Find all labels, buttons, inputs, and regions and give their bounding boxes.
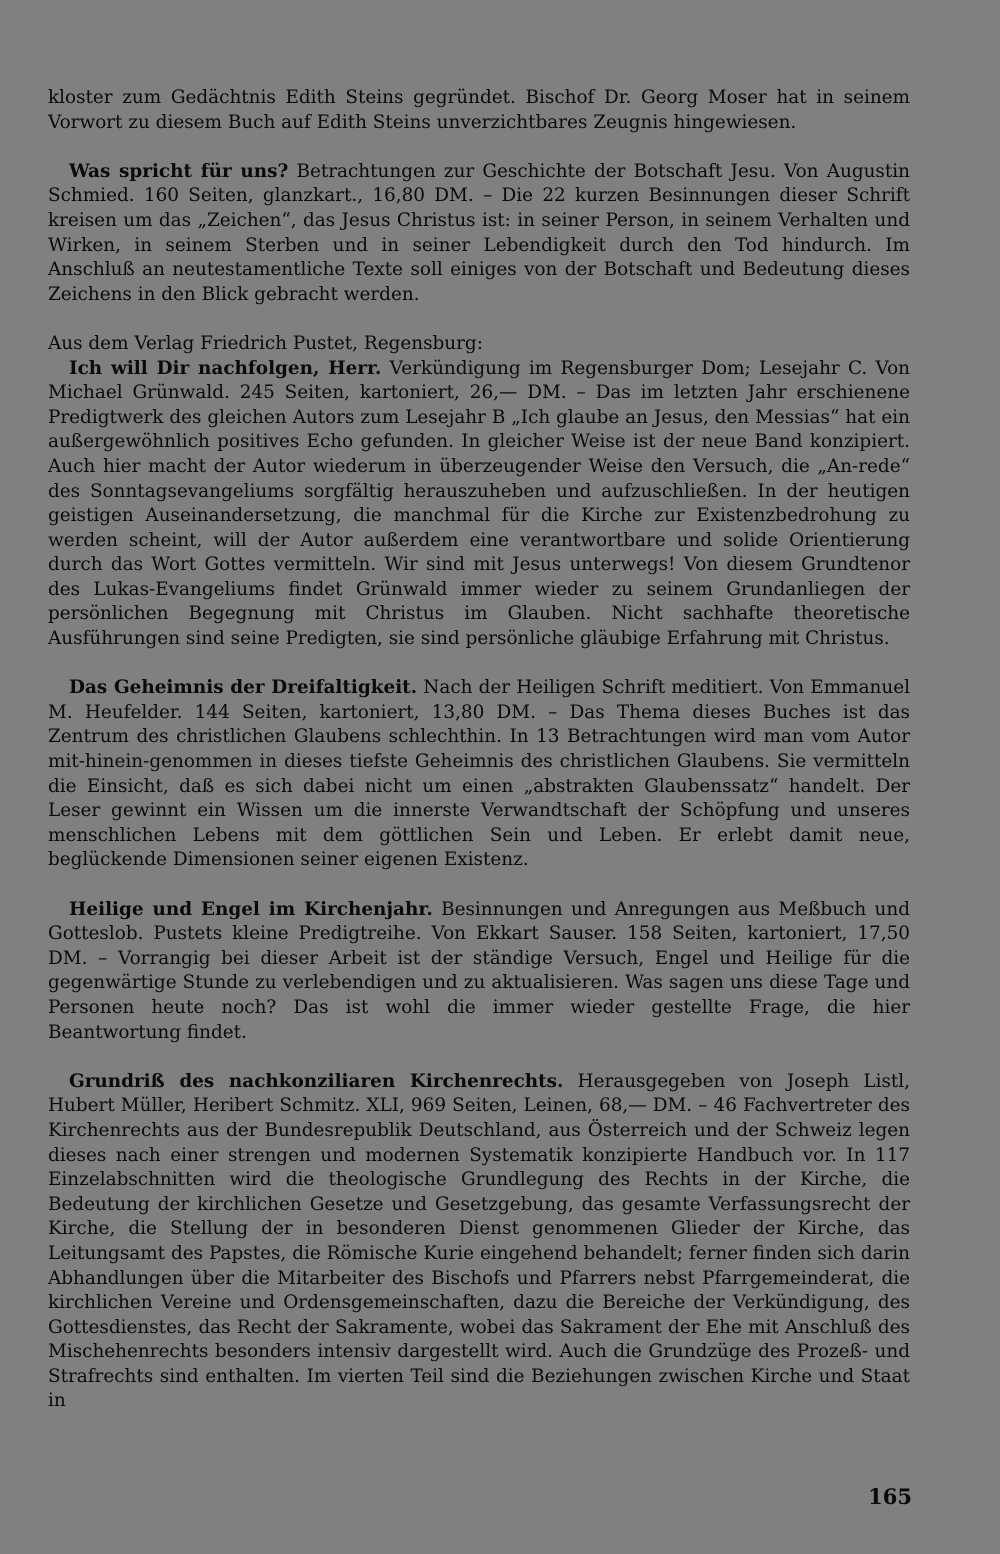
page-body xyxy=(48,86,910,1414)
entry-title: Ich will Dir nachfolgen, Herr. xyxy=(69,357,382,379)
entry-text: Besinnungen und Anregungen aus Meßbuch und Gotteslob. Pustets kleine Predigtreihe. Von Ekkart Sauser. 158 Seiten, kartoniert, 17,50 DM. – Vorrangig bei dieser Arbeit ist der ständige Versuch, Engel und Heilige für die gegenwärtige Stunde zu verlebendigen und zu aktualisieren. Was sagen uns diese Tage und Personen heute noch? Das ist wohl die immer wieder gestellte Frage, die hier Beantwortung findet. xyxy=(48,898,910,1043)
entry-was-spricht-fuer-uns xyxy=(48,160,910,308)
entry-geheimnis-der-dreifaltigkeit xyxy=(48,676,910,873)
publisher-text: Aus dem Verlag Friedrich Pustet, Regensburg: xyxy=(48,332,483,354)
entry-text: Verkündigung im Regensburger Dom; Lesejahr C. Von Michael Grünwald. 245 Seiten, kartoniert, 26,— DM. – Das im letzten Jahr erschienene Predigtwerk des gleichen Autors zum Lesejahr B „Ich glaube an Jesus, den Messias“ hat ein außergewöhnlich positives Echo gefunden. In gleicher Weise ist der neue Band konzipiert. Auch hier macht der Autor wiederum in überzeugender Weise den Versuch, die „An-rede“ des Sonntagsevangeliums sorgfältig herauszuheben und aufzuschließen. In der heutigen geistigen Auseinandersetzung, die manchmal für die Kirche zur Existenzbedrohung zu werden scheint, will der Autor außerdem eine verantwortbare und solide Orientierung durch das Wort Gottes vermitteln. Wir sind mit Jesus unterwegs! Von diesem Grundtenor des Lukas-Evangeliums findet Grünwald immer wieder zu seinem Grundanliegen der persönlichen Begegnung mit Christus im Glauben. Nicht sachhafte theoretische Ausführungen sind seine Predigten, sie sind persönliche gläubige Erfahrung mit Christus. xyxy=(48,357,910,650)
entry-grundriss-kirchenrecht xyxy=(48,1070,910,1414)
entry-ich-will-dir-nachfolgen xyxy=(48,357,910,652)
entry-text: Nach der Heiligen Schrift meditiert. Von Emmanuel M. Heufelder. 144 Seiten, kartoniert, 13,80 DM. – Das Thema dieses Buches ist das Zentrum des christlichen Glaubens schlechthin. In 13 Betrachtungen wird man vom Autor mit-hinein-genommen in dieses tiefste Geheimnis des christlichen Glaubens. Sie vermitteln die Einsicht, daß es sich dabei nicht um einen „abstrakten Glaubenssatz“ handelt. Der Leser gewinnt ein Wissen um die innerste Verwandtschaft der Schöpfung und unseres menschlichen Lebens mit dem göttlichen Sein und Leben. Er erlebt damit neue, beglückende Dimensionen seiner eigenen Existenz. xyxy=(48,677,910,871)
paragraph-text: kloster zum Gedächtnis Edith Steins gegründet. Bischof Dr. Georg Moser hat in seinem Vorwort zu diesem Buch auf Edith Steins unverzichtbares Zeugnis hingewiesen. xyxy=(48,87,910,133)
publisher-heading xyxy=(48,332,910,357)
paragraph-intro-continuation xyxy=(48,86,910,135)
entry-title: Was spricht für uns? xyxy=(69,160,289,182)
entry-text: Herausgegeben von Joseph Listl, Hubert Müller, Heribert Schmitz. XLI, 969 Seiten, Leinen, 68,— DM. – 46 Fachvertreter des Kirchenrechts aus der Bundesrepublik Deutschland, aus Österreich und der Schweiz legen dieses nach einer strengen und modernen Systematik konzipierte Handbuch vor. In 117 Einzelabschnitten wird die theologische Grundlegung des Rechts in der Kirche, die Bedeutung der kirchlichen Gesetze und Gesetzgebung, das gesamte Verfassungsrecht der Kirche, die Stellung der in besonderen Dienst genommenen Glieder der Kirche, das Leitungsamt des Papstes, die Römische Kurie eingehend behandelt; ferner finden sich darin Abhandlungen über die Mitarbeiter des Bischofs und Pfarrers nebst Pfarrgemeinderat, die kirchlichen Vereine und Ordensgemeinschaften, dazu die Bereiche der Verkündigung, des Gottesdienstes, das Recht der Sakramente, wobei das Sakrament der Ehe mit Anschluß des Mischehenrechts besonders intensiv dargestellt wird. Auch die Grundzüge des Prozeß- und Strafrechts sind enthalten. Im vierten Teil sind die Beziehungen zwischen Kirche und Staat in xyxy=(48,1070,911,1412)
entry-text: Betrachtungen zur Geschichte der Botschaft Jesu. Von Augustin Schmied. 160 Seiten, glanzkart., 16,80 DM. – Die 22 kurzen Besinnungen dieser Schrift kreisen um das „Zeichen“, das Jesus Christus ist: in seiner Person, in seinem Verhalten und Wirken, in seinem Sterben und in seiner Lebendigkeit durch den Tod hindurch. Im Anschluß an neutestamentliche Texte soll einiges von der Botschaft und Bedeutung dieses Zeichens in den Blick gebracht werden. xyxy=(48,160,910,305)
page-number: 165 xyxy=(868,1484,912,1509)
entry-heilige-und-engel xyxy=(48,898,910,1046)
entry-title: Das Geheimnis der Dreifaltigkeit. xyxy=(69,677,418,699)
entry-title: Grundriß des nachkonziliaren Kirchenrechts. xyxy=(69,1070,564,1092)
entry-title: Heilige und Engel im Kirchenjahr. xyxy=(69,898,433,920)
